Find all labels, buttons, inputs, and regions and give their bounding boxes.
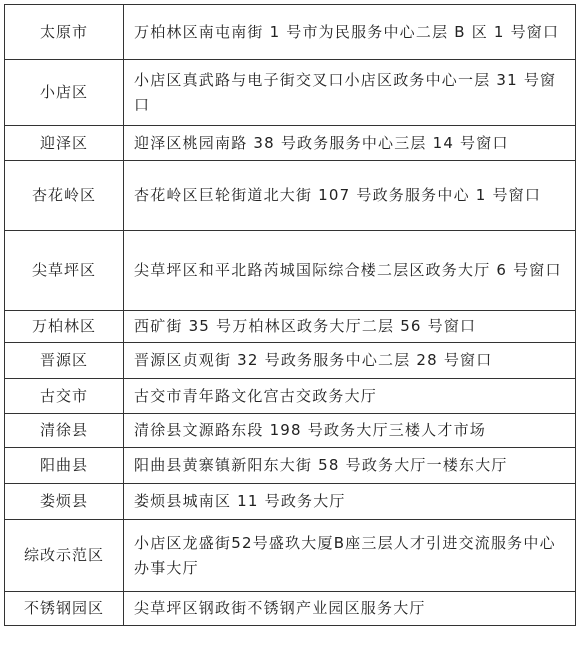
area-name-cell: 阳曲县 — [5, 448, 124, 484]
office-address-cell: 西矿街 35 号万柏林区政务大厅二层 56 号窗口 — [124, 311, 576, 343]
area-name-cell: 迎泽区 — [5, 126, 124, 161]
area-name-cell: 杏花岭区 — [5, 161, 124, 231]
table-row — [5, 231, 576, 311]
table-row — [5, 520, 576, 592]
table-row — [5, 448, 576, 484]
table-row — [5, 311, 576, 343]
office-address-cell: 清徐县文源路东段 198 号政务大厅三楼人才市场 — [124, 414, 576, 448]
office-address-cell: 小店区真武路与电子街交叉口小店区政务中心一层 31 号窗口 — [124, 60, 576, 126]
table-row — [5, 343, 576, 379]
office-address-cell: 阳曲县黄寨镇新阳东大街 58 号政务大厅一楼东大厅 — [124, 448, 576, 484]
table-row — [5, 484, 576, 520]
table-row — [5, 60, 576, 126]
table-row — [5, 5, 576, 60]
area-name-cell: 清徐县 — [5, 414, 124, 448]
area-name-cell: 太原市 — [5, 5, 124, 60]
table-row — [5, 592, 576, 626]
office-address-cell: 小店区龙盛街52号盛玖大厦B座三层人才引进交流服务中心办事大厅 — [124, 520, 576, 592]
office-address-cell: 晋源区贞观街 32 号政务服务中心二层 28 号窗口 — [124, 343, 576, 379]
table-row — [5, 414, 576, 448]
area-name-cell: 万柏林区 — [5, 311, 124, 343]
area-name-cell: 古交市 — [5, 379, 124, 414]
office-address-cell: 古交市青年路文化宫古交政务大厅 — [124, 379, 576, 414]
area-name-cell: 晋源区 — [5, 343, 124, 379]
area-name-cell: 综改示范区 — [5, 520, 124, 592]
table-row — [5, 161, 576, 231]
area-name-cell: 小店区 — [5, 60, 124, 126]
table-row — [5, 379, 576, 414]
office-address-cell: 杏花岭区巨轮街道北大街 107 号政务服务中心 1 号窗口 — [124, 161, 576, 231]
table-row — [5, 126, 576, 161]
office-address-cell: 万柏林区南屯南街 1 号市为民服务中心二层 B 区 1 号窗口 — [124, 5, 576, 60]
area-name-cell: 娄烦县 — [5, 484, 124, 520]
office-address-cell: 尖草坪区和平北路芮城国际综合楼二层区政务大厅 6 号窗口 — [124, 231, 576, 311]
area-name-cell: 尖草坪区 — [5, 231, 124, 311]
office-address-cell: 迎泽区桃园南路 38 号政务服务中心三层 14 号窗口 — [124, 126, 576, 161]
office-address-cell: 娄烦县城南区 11 号政务大厅 — [124, 484, 576, 520]
office-address-cell: 尖草坪区钢政街不锈钢产业园区服务大厅 — [124, 592, 576, 626]
area-name-cell: 不锈钢园区 — [5, 592, 124, 626]
service-office-table — [4, 4, 576, 626]
